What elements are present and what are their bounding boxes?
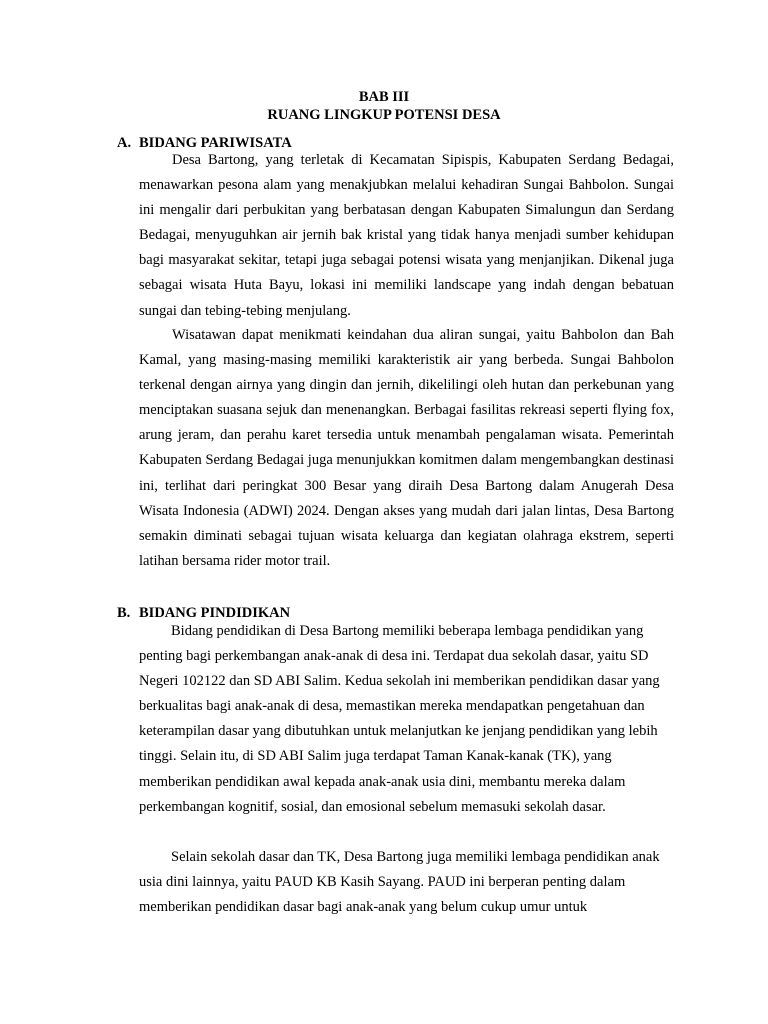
section-title: BIDANG PINDIDIKAN — [139, 605, 291, 621]
paragraph: Desa Bartong, yang terletak di Kecamatan Sipispis, Kabupaten Serdang Bedagai, menawarkan pesona alam yang menakjubkan melalui kehadiran Sungai Bahbolon. Sungai ini mengalir dari perbukitan yang berbatasan dengan Kabupaten Simalungun dan Serdang Bedagai, menyuguhkan air jernih bak kristal yang tidak hanya menjadi sumber kehidupan bagi masyarakat sekitar, tetapi juga sebagai potensi wisata yang menjanjikan. Dikenal juga sebagai wisata Huta Bayu, lokasi ini memiliki landscape yang indah dengan bebatuan sungai dan tebing-tebing menjulang. — [139, 152, 674, 319]
chapter-number: BAB III — [358, 89, 410, 105]
paragraph: Selain sekolah dasar dan TK, Desa Bartong juga memiliki lembaga pendidikan anak usia dini lainnya, yaitu PAUD KB Kasih Sayang. PAUD ini berperan penting dalam memberikan pendidikan dasar bagi anak-anak yang belum cukup umur untuk — [139, 849, 660, 916]
paragraph: Bidang pendidikan di Desa Bartong memiliki beberapa lembaga pendidikan yang penting bagi perkembangan anak-anak di desa ini. Terdapat dua sekolah dasar, yaitu SD Negeri 102122 dan SD ABI Salim. Kedua sekolah ini memberikan pendidikan dasar yang berkualitas bagi anak-anak di desa, memastikan mereka mendapatkan pengetahuan dan keterampilan dasar yang dibutuhkan untuk melanjutkan ke jenjang pendidikan yang lebih tinggi. Selain itu, di SD ABI Salim juga terdapat Taman Kanak-kanak (TK), yang memberikan pendidikan awal kepada anak-anak usia dini, membantu mereka dalam perkembangan kognitif, sosial, dan emosional sebelum memasuki sekolah dasar. — [139, 623, 660, 815]
chapter-title: RUANG LINGKUP POTENSI DESA — [267, 107, 501, 123]
section-number: A. — [117, 135, 132, 151]
section-number: B. — [117, 605, 131, 621]
section-title: BIDANG PARIWISATA — [139, 135, 292, 151]
paragraph: Wisatawan dapat menikmati keindahan dua aliran sungai, yaitu Bahbolon dan Bah Kamal, yang masing-masing memiliki karakteristik air yang berbeda. Sungai Bahbolon terkenal dengan airnya yang dingin dan jernih, dikelilingi oleh hutan dan perkebunan yang menciptakan suasana sejuk dan menenangkan. Berbagai fasilitas rekreasi seperti flying fox, arung jeram, dan perahu karet tersedia untuk menambah pengalaman wisata. Pemerintah Kabupaten Serdang Bedagai juga menunjukkan komitmen dalam mengembangkan destinasi ini, terlihat dari peringkat 300 Besar yang diraih Desa Bartong dalam Anugerah Desa Wisata Indonesia (ADWI) 2024. Dengan akses yang mudah dari jalan lintas, Desa Bartong semakin diminati sebagai tujuan wisata keluarga dan kegiatan olahraga ekstrem, seperti latihan bersama rider motor trail. — [139, 327, 674, 569]
